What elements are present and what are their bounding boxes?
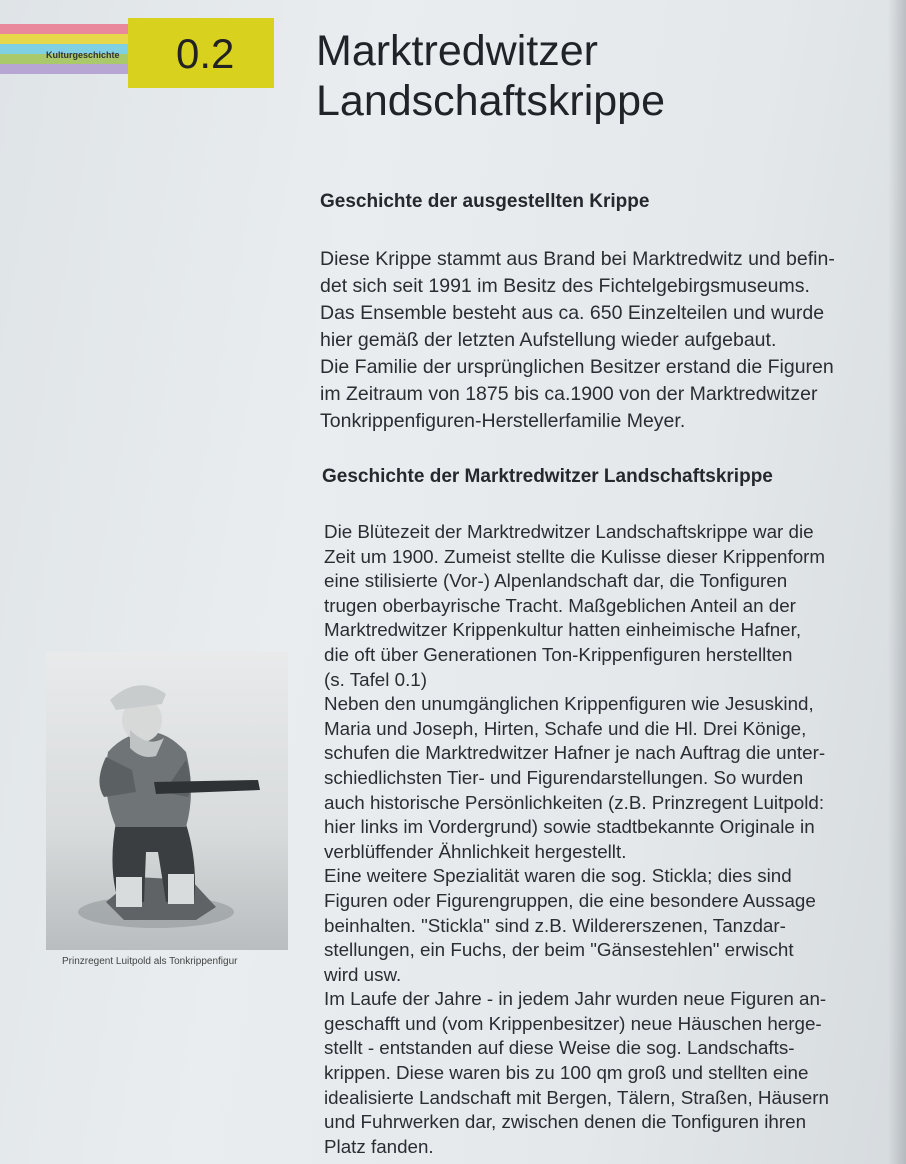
color-stripes (0, 24, 128, 98)
panel-edge-shadow (888, 0, 906, 1164)
text-line: eine stilisierte (Vor-) Alpenlandschaft dar, die Tonfiguren (324, 570, 788, 592)
text-line: trugen oberbayrische Tracht. Maßgeblichen Anteil an der (324, 594, 796, 616)
text-line: auch historische Persönlichkeiten (z.B. Prinzregent Luitpold: (324, 791, 825, 813)
section-1-heading: Geschichte der ausgestellten Krippe (320, 191, 650, 212)
title-line-2: Landschaftskrippe (316, 77, 665, 125)
text-line: idealisierte Landschaft mit Bergen, Tälern, Straßen, Häusern (324, 1086, 829, 1108)
page-title (316, 26, 665, 126)
text-line: schiedlichsten Tier- und Figurendarstellungen. So wurden (324, 766, 804, 788)
text-line: beinhalten. "Stickla" sind z.B. Wildererszenen, Tanzdar- (324, 914, 786, 936)
text-line: Die Blütezeit der Marktredwitzer Landschaftskrippe war die (324, 521, 814, 542)
section-1-text (320, 246, 835, 435)
text-line: die oft über Generationen Ton-Krippenfiguren herstellten (324, 643, 793, 665)
tafel-number: 0.2 (176, 30, 235, 77)
color-stripe (0, 34, 128, 44)
text-line: wird usw. (324, 963, 402, 985)
text-line: stellungen, ein Fuchs, der beim "Gänsestehlen" erwischt (324, 939, 794, 961)
text-line: im Zeitraum von 1875 bis ca.1900 von der Marktredwitzer (320, 383, 818, 405)
text-line: Marktredwitzer Krippenkultur hatten einheimische Hafner, (324, 619, 802, 641)
text-line: stellt - entstanden auf diese Weise die sog. Landschafts- (324, 1037, 795, 1059)
text-line: Die Familie der ursprünglichen Besitzer erstand die Figuren (320, 356, 834, 378)
color-stripe (0, 64, 128, 74)
text-line: verblüffender Ähnlichkeit hergestellt. (324, 840, 627, 862)
section-2-heading: Geschichte der Marktredwitzer Landschaftskrippe (322, 466, 773, 487)
text-line: Tonkrippenfiguren-Herstellerfamilie Meyer. (320, 410, 686, 432)
photo-caption: Prinzregent Luitpold als Tonkrippenfigur (62, 956, 238, 967)
text-line: krippen. Diese waren bis zu 100 qm groß und stellten eine (324, 1062, 809, 1084)
title-line-1: Marktredwitzer (316, 27, 598, 75)
text-line: det sich seit 1991 im Besitz des Fichtelgebirgsmuseums. (320, 275, 810, 297)
clay-figure-image (46, 652, 288, 950)
text-line: Neben den unumgänglichen Krippenfiguren wie Jesuskind, (324, 693, 814, 715)
text-line: und Fuhrwerken dar, zwischen denen die Tonfiguren ihren (324, 1111, 807, 1133)
text-line: Zeit um 1900. Zumeist stellte die Kulisse dieser Krippenform (324, 545, 826, 567)
text-line: Platz fanden. (324, 1135, 434, 1157)
text-line: Maria und Joseph, Hirten, Schafe und die Hl. Drei Könige, (324, 717, 807, 739)
text-line: Das Ensemble besteht aus ca. 650 Einzelteilen und wurde (320, 302, 825, 324)
color-stripe (0, 24, 128, 34)
text-line: Im Laufe der Jahre - in jedem Jahr wurden neue Figuren an- (324, 988, 827, 1010)
text-line: Figuren oder Figurengruppen, die eine besondere Aussage (324, 889, 816, 911)
text-line: Diese Krippe stammt aus Brand bei Marktredwitz und befin- (320, 248, 835, 270)
text-line: (s. Tafel 0.1) (324, 668, 427, 690)
figure-photo (46, 652, 288, 950)
text-line: schufen die Marktredwitzer Hafner je nach Auftrag die unter- (324, 742, 826, 764)
text-line: Eine weitere Spezialität waren die sog. Stickla; dies sind (324, 865, 792, 887)
section-2-text (324, 520, 829, 1159)
text-line: hier links im Vordergrund) sowie stadtbekannte Originale in (324, 816, 815, 838)
category-label: Kulturgeschichte (46, 50, 120, 60)
text-line: hier gemäß der letzten Aufstellung wieder aufgebaut. (320, 329, 777, 351)
text-line: geschafft und (vom Krippenbesitzer) neue Häuschen herge- (324, 1012, 822, 1034)
